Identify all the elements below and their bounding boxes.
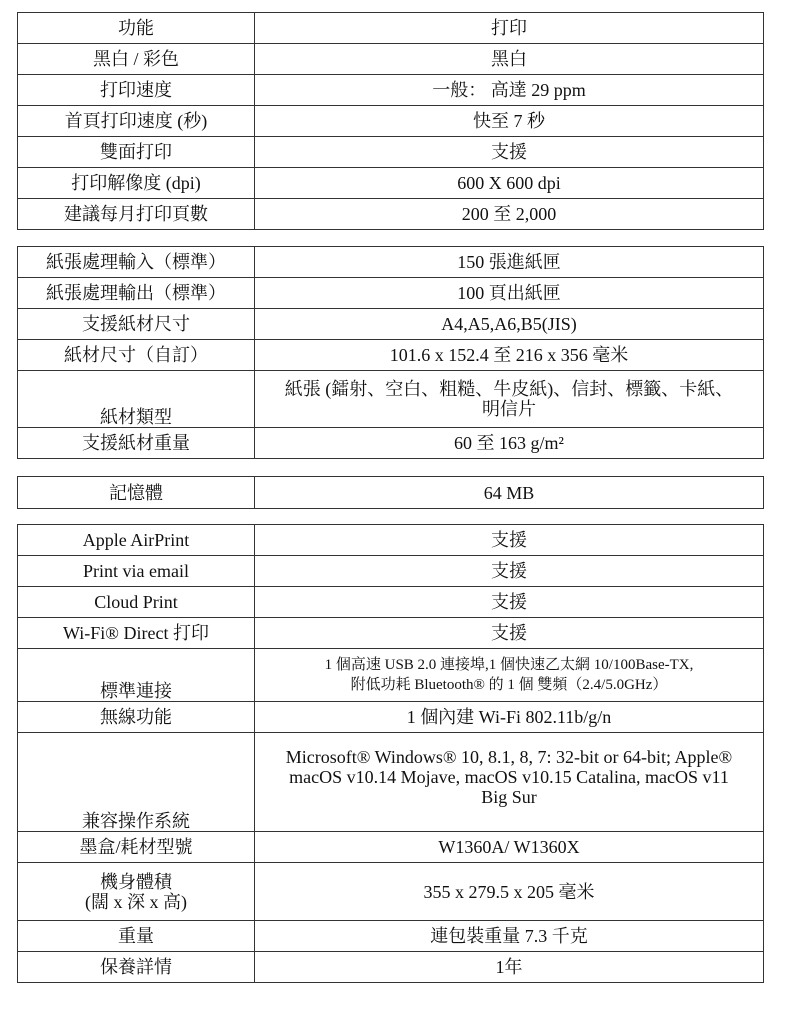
table-row: [18, 477, 764, 509]
table-row: [18, 587, 764, 618]
table-row: [18, 525, 764, 556]
row-label: 兼容操作系統: [18, 733, 255, 832]
row-label: 首頁打印速度 (秒): [18, 106, 255, 137]
row-label: Cloud Print: [18, 587, 255, 618]
value-line: 紙張 (鐳射、空白、粗糙、牛皮紙)、信封、標籤、卡紙、: [284, 379, 734, 399]
spec-table-paper: [17, 246, 764, 459]
row-label: 保養詳情: [18, 952, 255, 983]
table-row: [18, 428, 764, 459]
table-row: [18, 952, 764, 983]
row-label: Print via email: [18, 556, 255, 587]
row-value: [255, 733, 764, 832]
spec-table-printing: [17, 12, 764, 230]
table-row: [18, 44, 764, 75]
table-row: [18, 75, 764, 106]
row-value: 連包裝重量 7.3 千克: [255, 921, 764, 952]
row-value: 150 張進紙匣: [255, 247, 764, 278]
row-value: 支援: [255, 525, 764, 556]
row-value: A4,A5,A6,B5(JIS): [255, 309, 764, 340]
value-line: 1 個高速 USB 2.0 連接埠,1 個快速乙太網 10/100Base-TX,: [324, 657, 694, 673]
row-label: 紙材類型: [18, 371, 255, 428]
row-value: 60 至 163 g/m²: [255, 428, 764, 459]
spec-table-memory: [17, 476, 764, 509]
row-value: 支援: [255, 587, 764, 618]
row-value: W1360A/ W1360X: [255, 832, 764, 863]
table-row: [18, 733, 764, 832]
table-row: [18, 278, 764, 309]
table-row: [18, 168, 764, 199]
row-label: 紙材尺寸（自訂）: [18, 340, 255, 371]
row-value: 支援: [255, 556, 764, 587]
row-value: 64 MB: [255, 477, 764, 509]
row-label: 支援紙材重量: [18, 428, 255, 459]
row-value: 支援: [255, 618, 764, 649]
row-label: 紙張處理輸出（標準）: [18, 278, 255, 309]
table-row: [18, 137, 764, 168]
row-label: 建議每月打印頁數: [18, 199, 255, 230]
row-value: 200 至 2,000: [255, 199, 764, 230]
row-value: [255, 649, 764, 702]
table-row: [18, 309, 764, 340]
row-label: 打印速度: [18, 75, 255, 106]
row-value: 1年: [255, 952, 764, 983]
value-line: Microsoft® Windows® 10, 8.1, 8, 7: 32-bit or 64-bit; Apple®: [285, 747, 733, 767]
row-label: 打印解像度 (dpi): [18, 168, 255, 199]
row-label: 墨盒/耗材型號: [18, 832, 255, 863]
spec-table-connectivity: [17, 524, 764, 983]
row-value: 打印: [255, 13, 764, 44]
row-value: 快至 7 秒: [255, 106, 764, 137]
row-value: 355 x 279.5 x 205 毫米: [255, 863, 764, 921]
table-row: [18, 921, 764, 952]
table-row: [18, 649, 764, 702]
table-row: [18, 106, 764, 137]
row-label: 黑白 / 彩色: [18, 44, 255, 75]
row-value: 101.6 x 152.4 至 216 x 356 毫米: [255, 340, 764, 371]
row-label: 紙張處理輸入（標準）: [18, 247, 255, 278]
value-line: Big Sur: [481, 787, 537, 807]
value-line: 附低功耗 Bluetooth® 的 1 個 雙頻（2.4/5.0GHz）: [350, 677, 668, 693]
table-row: [18, 556, 764, 587]
label-line: 機身體積: [100, 871, 172, 892]
table-row: [18, 832, 764, 863]
table-row: [18, 247, 764, 278]
row-label: 支援紙材尺寸: [18, 309, 255, 340]
row-label: 功能: [18, 13, 255, 44]
row-label: Apple AirPrint: [18, 525, 255, 556]
row-label: 記憶體: [18, 477, 255, 509]
value-line: macOS v10.14 Mojave, macOS v10.15 Catalina, macOS v11: [289, 767, 729, 787]
table-row: [18, 863, 764, 921]
row-value: 支援: [255, 137, 764, 168]
row-value: 一般： 高達 29 ppm: [255, 75, 764, 106]
table-row: [18, 702, 764, 733]
row-label: 雙面打印: [18, 137, 255, 168]
row-value: 600 X 600 dpi: [255, 168, 764, 199]
row-value: 黑白: [255, 44, 764, 75]
table-row: [18, 199, 764, 230]
row-label: 無線功能: [18, 702, 255, 733]
label-line: (闊 x 深 x 高): [85, 891, 187, 912]
row-label: [18, 863, 255, 921]
table-row: [18, 618, 764, 649]
row-label: 重量: [18, 921, 255, 952]
table-row: [18, 371, 764, 428]
row-value: 100 頁出紙匣: [255, 278, 764, 309]
row-label: 標準連接: [18, 649, 255, 702]
value-line: 明信片: [482, 399, 536, 419]
row-label: Wi-Fi® Direct 打印: [18, 618, 255, 649]
table-row: [18, 340, 764, 371]
table-row: [18, 13, 764, 44]
row-value: 1 個內建 Wi-Fi 802.11b/g/n: [255, 702, 764, 733]
row-value: [255, 371, 764, 428]
